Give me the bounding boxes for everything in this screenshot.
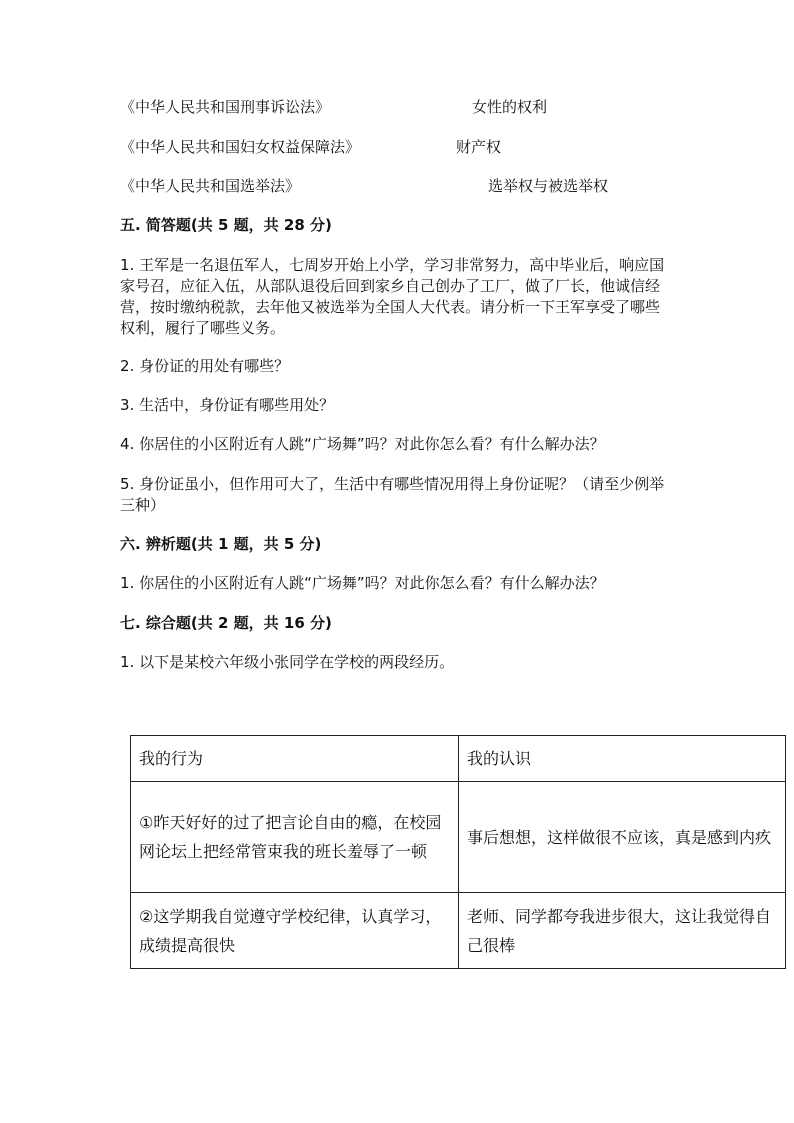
table-cell-behavior: ②这学期我自觉遵守学校纪律，认真学习，成绩提高很快 bbox=[131, 893, 459, 969]
right-2: 财产权 bbox=[456, 138, 502, 156]
experience-table bbox=[130, 735, 786, 969]
section5-question-1: 1. 王军是一名退伍军人，七周岁开始上小学，学习非常努力，高中毕业后，响应国家号召，应征入伍，从部队退役后回到家乡自己创办了工厂，做了厂长，他诚信经营，按时缴纳税款，去年他又被选举为全国人大代表。请分析一下王军享受了哪些权利，履行了哪些义务。 bbox=[120, 256, 665, 337]
right-3: 选举权与被选举权 bbox=[488, 177, 609, 195]
section5-question-2: 2. 身份证的用处有哪些？ bbox=[120, 357, 290, 375]
section5-question-3: 3. 生活中，身份证有哪些用处？ bbox=[120, 396, 335, 414]
table-header-understanding: 我的认识 bbox=[459, 736, 786, 782]
section6-question-1: 1. 你居住的小区附近有人跳“广场舞”吗？对此你怎么看？有什么解办法？ bbox=[120, 574, 605, 592]
right-1: 女性的权利 bbox=[472, 98, 548, 116]
section6-heading: 六. 辨析题(共 1 题，共 5 分) bbox=[120, 535, 322, 553]
section5-question-5: 5. 身份证虽小，但作用可大了，生活中有哪些情况用得上身份证呢？（请至少例举三种） bbox=[120, 475, 665, 514]
table-row bbox=[131, 893, 786, 969]
table-cell-understanding: 老师、同学都夸我进步很大，这让我觉得自己很棒 bbox=[459, 893, 786, 969]
table-header-behavior: 我的行为 bbox=[131, 736, 459, 782]
table-cell-behavior: ①昨天好好的过了把言论自由的瘾，在校园网论坛上把经常管束我的班长羞辱了一顿 bbox=[131, 782, 459, 893]
section5-heading: 五. 简答题(共 5 题，共 28 分) bbox=[120, 216, 332, 234]
section5-question-4: 4. 你居住的小区附近有人跳“广场舞”吗？对此你怎么看？有什么解办法？ bbox=[120, 435, 605, 453]
table-header-row bbox=[131, 736, 786, 782]
table-cell-understanding: 事后想想，这样做很不应该，真是感到内疚 bbox=[459, 782, 786, 893]
law-1: 《中华人民共和国刑事诉讼法》 bbox=[120, 98, 331, 116]
section7-heading: 七. 综合题(共 2 题，共 16 分) bbox=[120, 614, 332, 632]
table-row bbox=[131, 782, 786, 893]
law-2: 《中华人民共和国妇女权益保障法》 bbox=[120, 138, 361, 156]
law-3: 《中华人民共和国选举法》 bbox=[120, 177, 301, 195]
section7-question-1: 1. 以下是某校六年级小张同学在学校的两段经历。 bbox=[120, 653, 455, 671]
